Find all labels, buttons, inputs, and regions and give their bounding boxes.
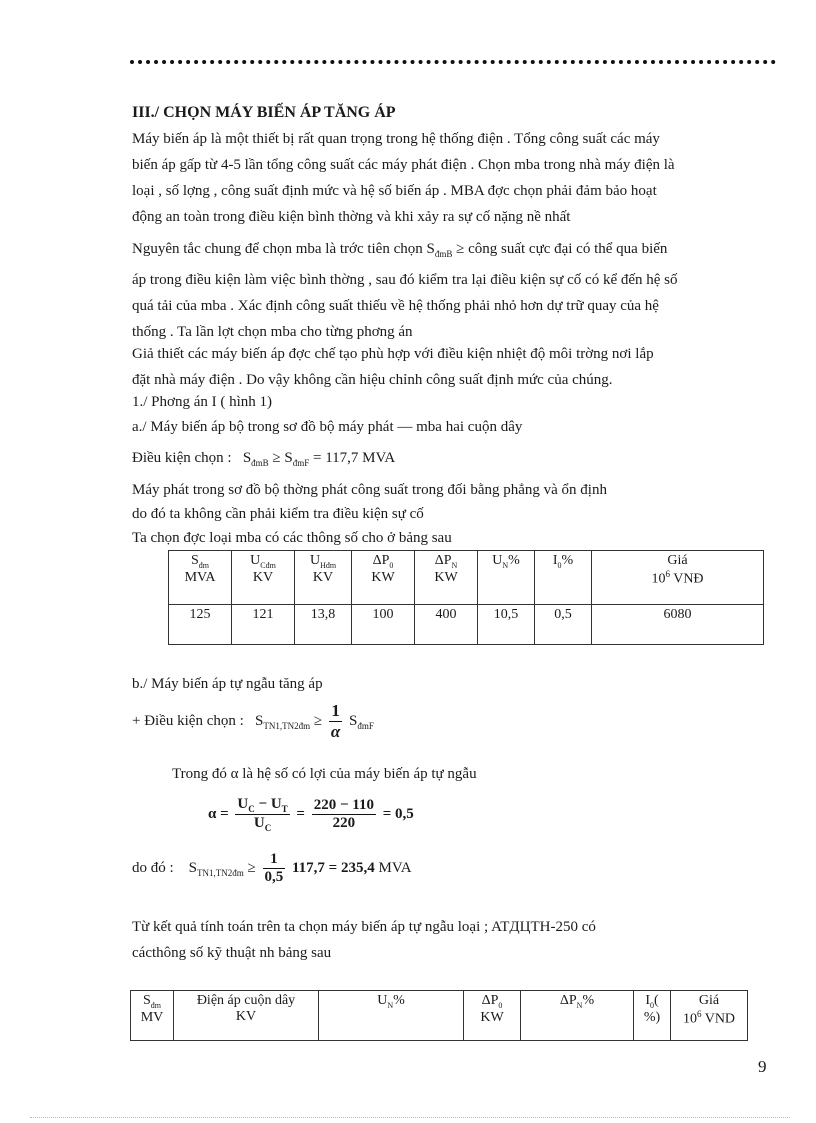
paragraph-principle: [132, 236, 777, 345]
spec-table-b: [130, 990, 748, 1041]
text-line: Ta chọn đợc loại mba có các thông số cho ở bảng sau: [132, 530, 452, 546]
text-line: Từ kết quả tính toán trên ta chọn máy biến áp tự ngẫu loại ; ATДЦTH-250 có: [132, 919, 596, 935]
result-line: do đó : $S_{TN1,TN2đm}$ ≥ $\frac{1}{0,5}$ 117,7 = 235,4 MVA: [132, 851, 412, 885]
table-header: $I_0\%$: [535, 551, 592, 605]
subheading-a: a./ Máy biến áp bộ trong sơ đồ bộ máy phát — mba hai cuộn dây: [132, 419, 523, 435]
text-line: cácthông số kỹ thuật nh bảng sau: [132, 945, 332, 961]
paragraph-generator: [132, 478, 777, 550]
text-line: quá tải của mba . Xác định công suất thiếu về hệ thống phải nhỏ hơn dự trữ quay của hệ: [132, 298, 659, 314]
text-line: Nguyên tắc chung để chọn mba là trớc tiên chọn $S_{đmB}$ ≥ công suất cực đại có thể qua biến: [132, 241, 668, 259]
table-header: Điện áp cuộn dây KV: [174, 991, 319, 1041]
text-line: Máy biến áp là một thiết bị rất quan trọng trong hệ thống điện . Tổng công suất các máy: [132, 131, 660, 147]
subheading-b: b./ Máy biến áp tự ngẫu tăng áp: [132, 676, 323, 692]
alpha-definition: Trong đó α là hệ số có lợi của máy biến áp tự ngẫu: [172, 766, 477, 782]
table-header: $I_0$( %): [634, 991, 671, 1041]
paragraph-intro: [132, 126, 777, 230]
table-header: $\Delta P_N$ KW: [415, 551, 478, 605]
text-line: đặt nhà máy điện . Do vậy không cần hiệu chỉnh công suất định mức của chúng.: [132, 372, 613, 388]
table-header: Giá $10^6$ VNĐ: [592, 551, 764, 605]
table-header: $U_N\%$: [319, 991, 464, 1041]
text-line: Giả thiết các máy biến áp đợc chế tạo phù hợp với điều kiện nhiệt độ môi trờng nơi lắp: [132, 346, 654, 362]
table-header: $U_N\%$: [478, 551, 535, 605]
text-line: Máy phát trong sơ đồ bộ thờng phát công suất trong đối bằng phẳng và ổn định: [132, 482, 607, 498]
section-heading: III./ CHỌN MÁY BIẾN ÁP TĂNG ÁP: [132, 104, 396, 121]
text-line: loại , số lợng , công suất định mức và hệ số biến áp . MBA đợc chọn phải đảm bảo hoạt: [132, 183, 657, 199]
table-header: Giá $10^6$ VND: [671, 991, 748, 1041]
subheading-phuong-an-1: 1./ Phơng án I ( hình 1): [132, 394, 273, 410]
table-row: 125 121 13,8 100 400 10,5 0,5 6080: [169, 605, 764, 645]
text-line: biến áp gấp từ 4-5 lần tổng công suất các máy phát điện . Chọn mba trong nhà máy điện là: [132, 157, 675, 173]
table-header: $S_{đm}$ MV: [131, 991, 174, 1041]
paragraph-choice: [132, 914, 777, 966]
text-line: động an toàn trong điều kiện bình thờng và khi xảy ra sự cố nặng nề nhất: [132, 209, 571, 225]
condition-b: + Điều kiện chọn : $S_{TN1,TN2đm}$ ≥ $\frac{1}{\alpha}$ $S_{đmF}$: [132, 701, 374, 741]
footer-dotted-rule: [30, 1117, 790, 1118]
paragraph-assumption: [132, 341, 777, 393]
text-line: do đó ta không cần phải kiểm tra điều kiện sự cố: [132, 506, 424, 522]
condition-line: Điều kiện chọn : $S_{đmB} \ge S_{đmF} = 117,7$ MVA: [132, 450, 396, 468]
table-header: $\Delta P_N\%$: [521, 991, 634, 1041]
header-dotted-rule: [130, 52, 776, 64]
spec-table-a: [168, 550, 764, 645]
alpha-formula: α = $\frac{U_C - U_T}{U_C}$ = $\frac{220 - 110}{220}$ = 0,5: [208, 796, 414, 833]
table-header: $\Delta P_0$ KW: [352, 551, 415, 605]
page-number: 9: [758, 1057, 767, 1076]
text-line: áp trong điều kiện làm việc bình thờng , sau đó kiểm tra lại điều kiện sự cố có kể đến hệ số: [132, 272, 678, 288]
table-header: $S_{đm}$ MVA: [169, 551, 232, 605]
table-header: $U_{Cđm}$ KV: [232, 551, 295, 605]
text-line: thống . Ta lần lợt chọn mba cho từng phơng án: [132, 324, 413, 340]
table-header: $U_{Hđm}$ KV: [295, 551, 352, 605]
table-header: $\Delta P_0$ KW: [464, 991, 521, 1041]
